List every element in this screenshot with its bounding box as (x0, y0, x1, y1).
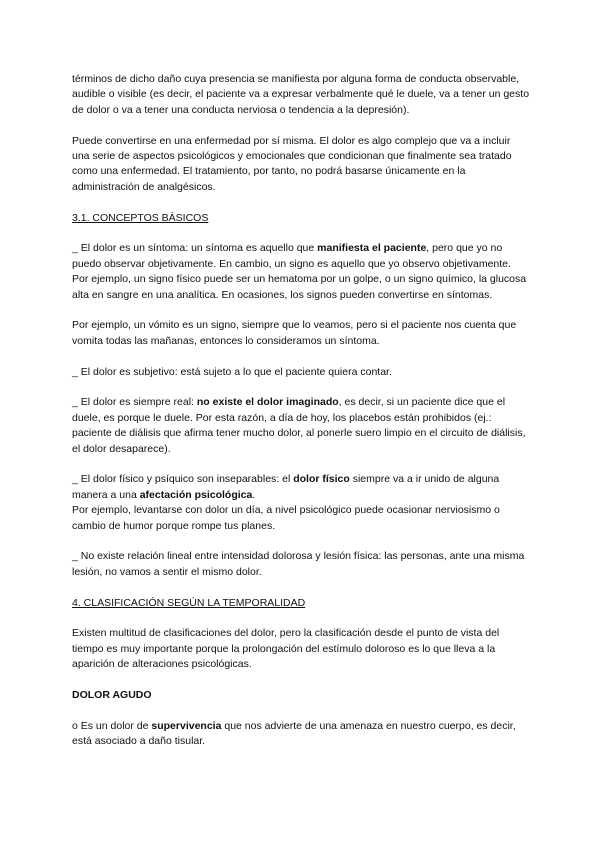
concept-relacion-lineal: _ No existe relación lineal entre intensidad dolorosa y lesión física: las personas, ante una misma lesión, no vamos a sentir el mismo dolor. (72, 550, 525, 578)
text-run: _ El dolor es siempre real: (72, 396, 197, 409)
bold-run: dolor físico (293, 473, 350, 486)
concept-sintoma (72, 241, 530, 303)
heading-conceptos-basicos: 3.1. CONCEPTOS BÁSICOS (72, 211, 209, 224)
text-run: , es decir, si un paciente dice que el duele, es porque le duele. Por esta razón, a día de hoy, los placebos están prohibidos (ej.: paciente de diálisis que afirma tener mucho dolor, al ponerle suero limpio en el circuito de diálisis, el dolor desaparece). (72, 396, 526, 455)
concept-inseparables-text (72, 472, 530, 503)
text-run: _ El dolor es un síntoma: un síntoma es aquello que (72, 242, 318, 255)
concept-vomito-example: Por ejemplo, un vómito es un signo, siempre que lo veamos, pero si el paciente nos cuenta que vomita todas las mañanas, entonces lo consideramos un síntoma. (72, 319, 517, 347)
text-run: que nos advierte de una amenaza en nuestro cuerpo, es decir, está asociado a daño tisular. (72, 719, 516, 748)
heading-dolor-agudo: DOLOR AGUDO (72, 689, 152, 702)
bold-run: no existe el dolor imaginado (196, 396, 339, 409)
paragraph-enfermedad: Puede convertirse en una enfermedad por sí misma. El dolor es algo complejo que va a incluir una serie de aspectos psicológicos y emocionales que condicionan que finalmente sea tratado como una enfermedad. El tratamiento, por tanto, no podrá basarse únicamente en la administración de analgésicos. (72, 134, 512, 193)
dolor-agudo-item (72, 719, 530, 750)
bold-run: supervivencia (151, 719, 222, 732)
bold-run: afectación psicológica (139, 488, 253, 501)
text-run: , pero que yo no puedo observar objetivamente. En cambio, un signo es aquello que yo observo objetivamente. (72, 242, 511, 270)
bold-run: manifiesta el paciente (317, 242, 427, 255)
paragraph-conducta: términos de dicho daño cuya presencia se manifiesta por alguna forma de conducta observable, audible o visible (es decir, el paciente va a expresar verbalmente qué le duele, va a tener un gesto de dolor o va a tener una conducta nerviosa o tendencia a la depresión). (72, 73, 530, 116)
text-run: . (252, 488, 256, 501)
text-run: o Es un dolor de (72, 719, 152, 732)
concept-inseparables (72, 472, 530, 534)
text-run: siempre va a ir unido de alguna manera a una (72, 473, 500, 501)
concept-sintoma-example: Por ejemplo, un signo físico puede ser un hematoma por un golpe, o un signo químico, la glucosa alta en sangre en una analítica. En ocasiones, los signos pueden convertirse en síntomas. (72, 273, 527, 301)
heading-clasificacion: 4. CLASIFICACIÓN SEGÚN LA TEMPORALIDAD (72, 596, 306, 609)
concept-real (72, 395, 530, 457)
paragraph-clasificaciones: Existen multitud de clasificaciones del dolor, pero la clasificación desde el punto de vista del tiempo es muy importante porque la prolongación del estímulo doloroso es lo que lleva a la aparición de alteraciones psicológicas. (72, 627, 500, 671)
concept-subjetivo: _ El dolor es subjetivo: está sujeto a lo que el paciente quiera contar. (72, 365, 392, 378)
text-run: _ El dolor físico y psíquico son inseparables: el (72, 473, 294, 486)
concept-inseparables-example: Por ejemplo, levantarse con dolor un día, a nivel psicológico puede ocasionar nerviosismo o cambio de humor porque rompe tus planes. (72, 504, 500, 532)
concept-sintoma-text (72, 241, 530, 272)
